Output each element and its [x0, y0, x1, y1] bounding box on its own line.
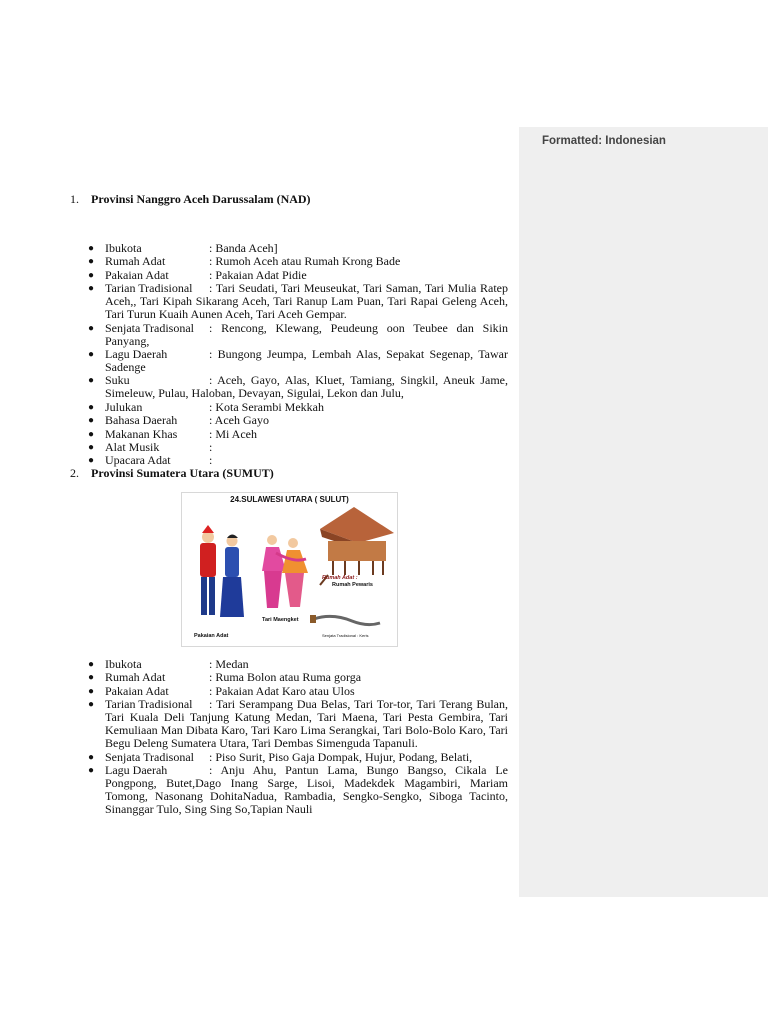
figure-illustration	[182, 493, 397, 646]
item-label: Tarian Tradisional	[105, 697, 193, 712]
item-text: : Piso Surit, Piso Gaja Dompak, Hujur, Podang, Belati,	[209, 749, 473, 764]
item-text: : Pakaian Adat Pidie	[209, 267, 307, 282]
caption-rumah-name: Rumah Pewaris	[332, 582, 373, 588]
illustration-figure	[181, 492, 398, 647]
item-text: : Aceh, Gayo, Alas, Kluet, Tamiang, Singkil, Aneuk Jame, Simeleuw, Pulau, Haloban, Devayan, Sigulai, Lekon dan Julu,	[105, 373, 508, 401]
item-label: Suku	[105, 373, 130, 388]
item-label: Senjata Tradisonal	[105, 320, 194, 335]
item-label: Lagu Daerah	[105, 762, 168, 777]
keris-drawing	[310, 615, 380, 625]
item-text: : Aceh Gayo	[209, 413, 269, 428]
caption-pakaian: Pakaian Adat	[194, 633, 229, 639]
list-item: ● Upacara Adat :	[88, 453, 213, 468]
item-label: Tarian Tradisional	[105, 281, 193, 296]
item-text: : Banda Aceh]	[209, 241, 278, 255]
caption-rumah: Rumah Adat :	[322, 575, 358, 581]
list-item: ● Pakaian Adat : Pakaian Adat Pidie	[88, 267, 307, 282]
item-text: : Medan	[209, 657, 249, 671]
caption-tari: Tari Maengket	[262, 617, 299, 623]
list-item: ● Julukan : Kota Serambi Mekkah	[88, 399, 324, 414]
item-label: Alat Musik	[105, 439, 160, 454]
list-item: ● Tarian Tradisional : Tari Serampang Dua Belas, Tari Tor-tor, Tari Terang Bulan, Tari Kuala Deli Tanjung Katung Medan, Tari Maena, Tari Pesta Gembira, Tari Kemuliaan Man Dibata Karo, Tari Karo Lima Serangkai, Tari Bolo-Bolo Karo, Tari Begu Deleng Sumatera Utara, Tari Dembas Simenguda Tapanuli.	[88, 697, 508, 751]
list-item: ● Rumah Adat : Rumoh Aceh atau Rumah Krong Bade	[88, 254, 401, 269]
item-label: Pakaian Adat	[105, 267, 169, 282]
item-label: Ibukota	[105, 241, 142, 255]
item-label: Rumah Adat	[105, 670, 166, 685]
caption-senjata: Senjata Tradisional : Keris	[322, 633, 369, 638]
comment-panel	[519, 127, 768, 897]
section-2-list	[70, 658, 508, 816]
item-label: Upacara Adat	[105, 453, 171, 468]
item-text: : Rumoh Aceh atau Rumah Krong Bade	[209, 254, 401, 269]
section-1-list	[70, 242, 508, 468]
list-item: ● Ibukota : Medan	[88, 657, 249, 671]
section-2-heading	[70, 466, 274, 481]
list-item: ● Senjata Tradisonal : Piso Surit, Piso Gaja Dompak, Hujur, Podang, Belati,	[88, 749, 473, 764]
list-item: ● Senjata Tradisonal : Rencong, Klewang, Peudeung oon Teubee dan Sikin Panyang,	[88, 320, 508, 348]
list-item: ● Lagu Daerah : Bungong Jeumpa, Lembah Alas, Sepakat Segenap, Tawar Sadenge	[88, 346, 508, 374]
section-1-title: Provinsi Nanggro Aceh Darussalam (NAD)	[91, 192, 311, 206]
list-item: ● Bahasa Daerah : Aceh Gayo	[88, 413, 269, 428]
item-text: :	[209, 439, 213, 454]
list-item: ● Makanan Khas : Mi Aceh	[88, 426, 257, 441]
item-label: Senjata Tradisonal	[105, 749, 194, 764]
list-item: ● Rumah Adat : Ruma Bolon atau Ruma gorga	[88, 670, 362, 685]
item-text: : Tari Serampang Dua Belas, Tari Tor-tor, Tari Terang Bulan, Tari Kuala Deli Tanjung Katung Medan, Tari Maena, Tari Pesta Gembira, Tari Kemuliaan Man Dibata Karo, Tari Karo Lima Serangkai, Tari Bolo-Bolo Karo, Tari Begu Deleng Sumatera Utara, Tari Dembas Simenguda Tapanuli.	[105, 697, 508, 751]
item-label: Ibukota	[105, 657, 142, 671]
section-1-heading	[70, 192, 311, 207]
dancers-drawing	[262, 535, 308, 608]
couple-drawing	[200, 525, 244, 617]
list-item: ● Ibukota : Banda Aceh]	[88, 241, 278, 255]
item-text: : Bungong Jeumpa, Lembah Alas, Sepakat Segenap, Tawar Sadenge	[105, 346, 508, 374]
figure-title: 24.SULAWESI UTARA ( SULUT)	[230, 495, 349, 504]
item-text: : Tari Seudati, Tari Meuseukat, Tari Saman, Tari Mulia Ratep Aceh,, Tari Kipah Sikarang Aceh, Tari Ranup Lam Puan, Tari Rapai Geleng Aceh, Tari Turun Kuaih Aunen Aceh, Tari Aceh Gempar.	[105, 281, 508, 322]
house-drawing	[320, 507, 394, 585]
list-item: ● Alat Musik :	[88, 439, 213, 454]
item-text: : Pakaian Adat Karo atau Ulos	[209, 683, 355, 698]
list-item: ● Lagu Daerah : Anju Ahu, Pantun Lama, Bungo Bangso, Cikala Le Pongpong, Butet,Dago Inang Sarge, Lisoi, Madekdek Magambiri, Mariam Tomong, Nasonang DohitaNadua, Rambadia, Sengko-Sengko, Siboga Tacinto, Sinanggar Tulo, Sing Sing So,Tapian Nauli	[88, 762, 508, 816]
list-item: ● Tarian Tradisional : Tari Seudati, Tari Meuseukat, Tari Saman, Tari Mulia Ratep Aceh,, Tari Kipah Sikarang Aceh, Tari Ranup Lam Puan, Tari Rapai Geleng Aceh, Tari Turun Kuaih Aunen Aceh, Tari Aceh Gempar.	[88, 281, 508, 322]
item-label: Rumah Adat	[105, 254, 166, 269]
item-label: Julukan	[105, 399, 143, 414]
item-text: : Anju Ahu, Pantun Lama, Bungo Bangso, Cikala Le Pongpong, Butet,Dago Inang Sarge, Lisoi, Madekdek Magambiri, Mariam Tomong, Nasonang DohitaNadua, Rambadia, Sengko-Sengko, Siboga Tacinto, Sinanggar Tulo, Sing Sing So,Tapian Nauli	[105, 762, 508, 816]
item-label: Lagu Daerah	[105, 346, 168, 361]
section-2-number: 2.	[70, 466, 79, 480]
section-2-title: Provinsi Sumatera Utara (SUMUT)	[91, 466, 274, 480]
section-1-number: 1.	[70, 192, 79, 206]
item-label: Bahasa Daerah	[105, 413, 178, 428]
item-label: Pakaian Adat	[105, 683, 169, 698]
list-item: ● Suku : Aceh, Gayo, Alas, Kluet, Tamiang, Singkil, Aneuk Jame, Simeleuw, Pulau, Haloban, Devayan, Sigulai, Lekon dan Julu,	[88, 373, 508, 401]
item-text: : Kota Serambi Mekkah	[209, 399, 324, 414]
item-text: : Mi Aceh	[209, 426, 257, 441]
list-item: ● Pakaian Adat : Pakaian Adat Karo atau Ulos	[88, 683, 355, 698]
item-text: :	[209, 453, 213, 468]
item-label: Makanan Khas	[105, 426, 178, 441]
item-text: : Rencong, Klewang, Peudeung oon Teubee dan Sikin Panyang,	[105, 320, 508, 348]
formatting-comment: Formatted: Indonesian	[542, 135, 666, 147]
item-text: : Ruma Bolon atau Ruma gorga	[209, 670, 362, 685]
